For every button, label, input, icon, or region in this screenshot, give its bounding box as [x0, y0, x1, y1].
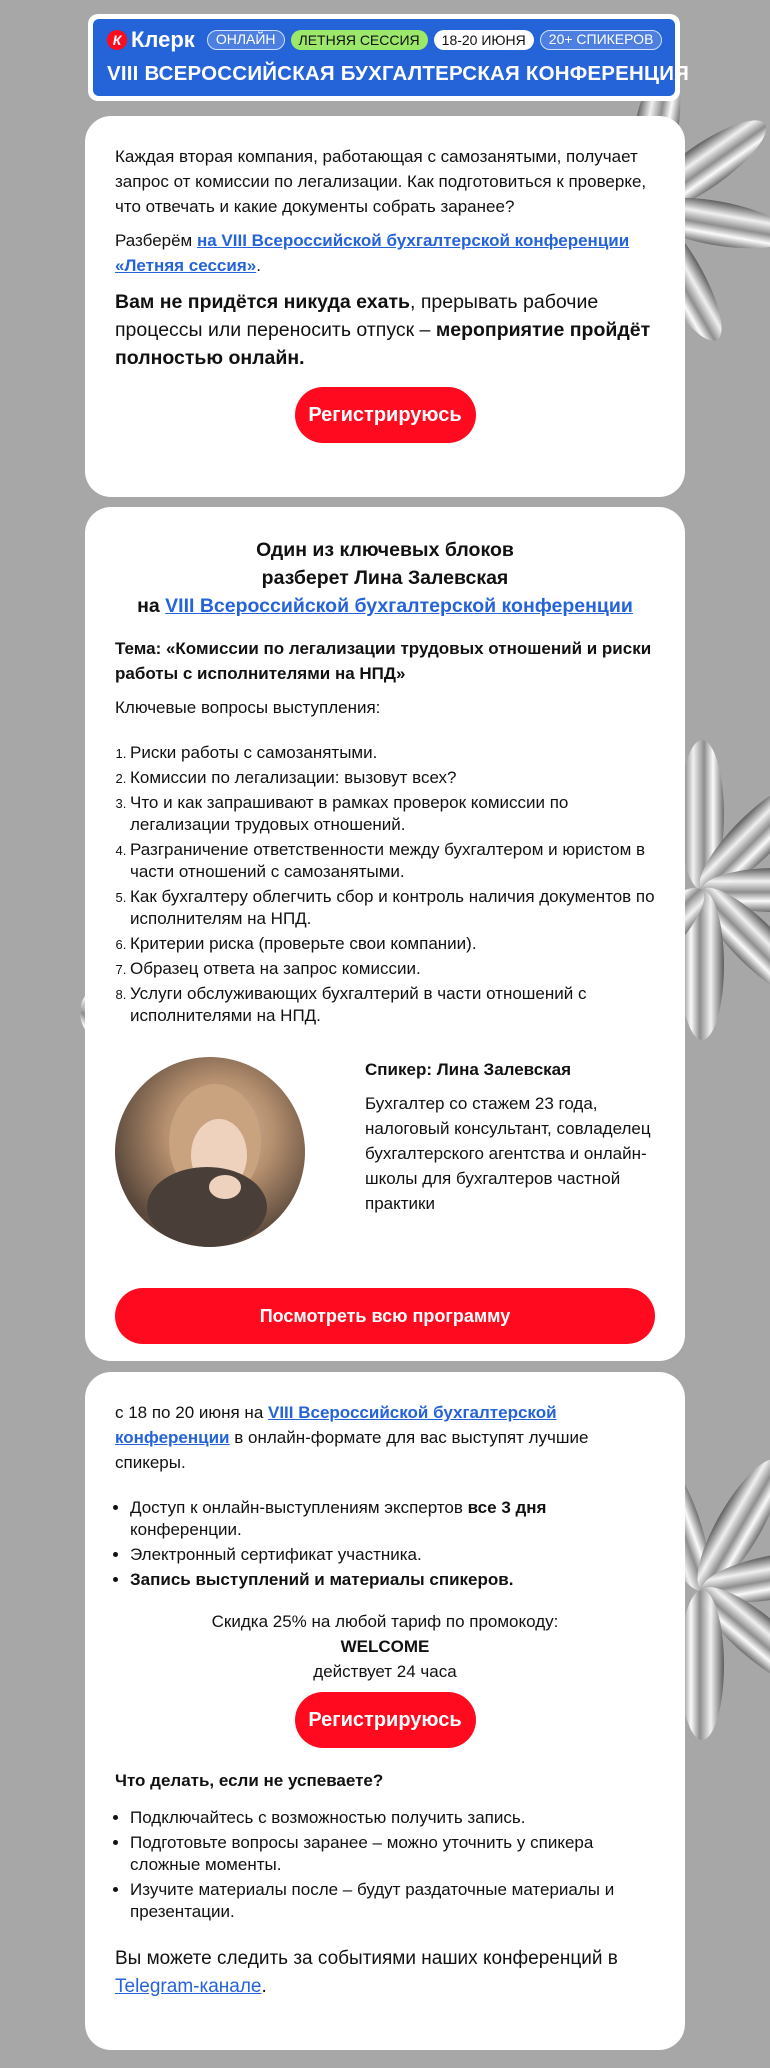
question-item: 2. Комиссии по легализации: вызовут всех?	[130, 767, 655, 789]
block-heading-line1: Один из ключевых блоков	[256, 539, 514, 561]
speaker-block-card	[85, 507, 685, 1361]
intro-online-note	[115, 288, 655, 372]
benefits-list	[115, 1497, 655, 1591]
question-item: 8. Услуги обслуживающих бухгалтерий в части отношений с исполнителями на НПД.	[130, 983, 655, 1027]
intro-lead: Каждая вторая компания, работающая с самозанятыми, получает запрос от комиссии по легализации. Как подготовиться к проверке, что отвечать и какие документы собрать заранее?	[115, 147, 647, 216]
block-heading-line3	[115, 592, 655, 620]
benefit1-text: Доступ к онлайн-выступлениям экспертов	[130, 1498, 468, 1517]
note-bold-2: мероприятие пройдёт полностью онлайн.	[115, 319, 651, 369]
speaker-portrait-icon	[115, 1057, 305, 1247]
header-title: VIII ВСЕРОССИЙСКАЯ БУХГАЛТЕРСКАЯ КОНФЕРЕНЦИЯ	[107, 62, 690, 85]
block-heading-line2: разберет Лина Залевская	[261, 567, 509, 589]
valid-line: действует 24 часа	[313, 1662, 457, 1681]
speaker-title: Спикер: Лина Залевская	[365, 1060, 572, 1079]
note-text: , прерывать рабочие процессы или переносить отпуск –	[115, 291, 599, 341]
klerk-logo-icon: К	[107, 30, 127, 50]
question-item: 6. Критерии риска (проверьте свои компании).	[130, 933, 655, 955]
speaker-photo	[115, 1057, 305, 1247]
discount-line: Скидка 25% на любой тариф по промокоду:	[211, 1612, 559, 1631]
benefit-item	[130, 1497, 655, 1541]
block-topic: Тема: «Комиссии по легализации трудовых отношений и риски работы с исполнителями на НПД»	[115, 639, 652, 683]
benefit1-end: конференции.	[130, 1520, 242, 1539]
tag-summer-session: ЛЕТНЯЯ СЕССИЯ	[291, 30, 428, 50]
header-inner	[93, 19, 690, 96]
tag-online: ОНЛАЙН	[207, 30, 285, 50]
offer-intro-suffix: в онлайн-формате для вас выступят лучшие спикеры.	[115, 1428, 589, 1472]
tag-dates: 18-20 ИЮНЯ	[434, 30, 534, 50]
conference-offer-link[interactable]: VIII Всероссийской бухгалтерской конференции	[115, 1403, 557, 1447]
question-item: 5. Как бухгалтеру облегчить сбор и контроль наличия документов по исполнителям на НПД.	[130, 886, 655, 930]
discuss-suffix: .	[256, 256, 261, 275]
questions-label: Ключевые вопросы выступления:	[115, 698, 381, 717]
speaker-row	[115, 1057, 655, 1247]
benefit-item: • Электронный сертификат участника.	[130, 1544, 655, 1566]
block-heading	[115, 536, 655, 620]
view-program-button[interactable]: Посмотреть всю программу	[115, 1288, 655, 1344]
note-bold-1: Вам не придётся никуда ехать	[115, 291, 410, 313]
question-item: 7. Образец ответа на запрос комиссии.	[130, 958, 655, 980]
follow-text	[115, 1945, 655, 2001]
promo-code: WELCOME	[340, 1637, 430, 1656]
conference-heading-link[interactable]: VIII Всероссийской бухгалтерской конференции	[165, 595, 633, 617]
klerk-logo[interactable]	[107, 27, 195, 53]
tip-item: • Подготовьте вопросы заранее – можно уточнить у спикера сложные моменты.	[130, 1832, 655, 1876]
speaker-info	[365, 1057, 655, 1247]
follow-end: .	[261, 1976, 267, 1997]
offer-intro-prefix: с 18 по 20 июня на	[115, 1403, 268, 1422]
offer-card	[85, 1372, 685, 2050]
discount-block	[115, 1609, 655, 1684]
register-button-top[interactable]: Регистрируюсь	[295, 387, 476, 443]
intro-card	[85, 116, 685, 497]
intro-discuss	[115, 228, 655, 278]
logo-text: Клерк	[131, 27, 195, 52]
header-top-row	[107, 28, 661, 52]
question-item: 1. Риски работы с самозанятыми.	[130, 742, 655, 764]
question-item: 4. Разграничение ответственности между бухгалтером и юристом в части отношений с самозанятыми.	[130, 839, 655, 883]
discuss-prefix: Разберём	[115, 231, 197, 250]
tag-speakers: 20+ СПИКЕРОВ	[540, 30, 663, 50]
telegram-link[interactable]: Telegram-канале	[115, 1976, 262, 1997]
tip-item: • Подключайтесь с возможностью получить запись.	[130, 1807, 655, 1829]
late-heading: Что делать, если не успеваете?	[115, 1771, 384, 1790]
question-item: 3. Что и как запрашивают в рамках проверок комиссии по легализации трудовых отношений.	[130, 792, 655, 836]
conference-header-banner[interactable]	[88, 14, 690, 101]
follow-prefix: Вы можете следить за событиями наших конференций в	[115, 1948, 618, 1969]
benefit1-bold: все 3 дня	[467, 1498, 547, 1517]
benefit-item: • Запись выступлений и материалы спикеров.	[130, 1569, 655, 1591]
conference-link[interactable]: на VIII Всероссийской бухгалтерской конференции «Летняя сессия»	[115, 231, 630, 275]
speaker-bio: Бухгалтер со стажем 23 года, налоговый консультант, совладелец бухгалтерского агентства и онлайн-школы для бухгалтеров частной практики	[365, 1094, 651, 1213]
register-button-bottom[interactable]: Регистрируюсь	[295, 1692, 476, 1748]
tip-item: • Изучите материалы после – будут раздаточные материалы и презентации.	[130, 1879, 655, 1923]
offer-intro	[115, 1400, 655, 1475]
heading-prefix: на	[137, 595, 166, 617]
questions-list	[115, 742, 655, 1027]
late-tips-list	[115, 1807, 655, 1923]
